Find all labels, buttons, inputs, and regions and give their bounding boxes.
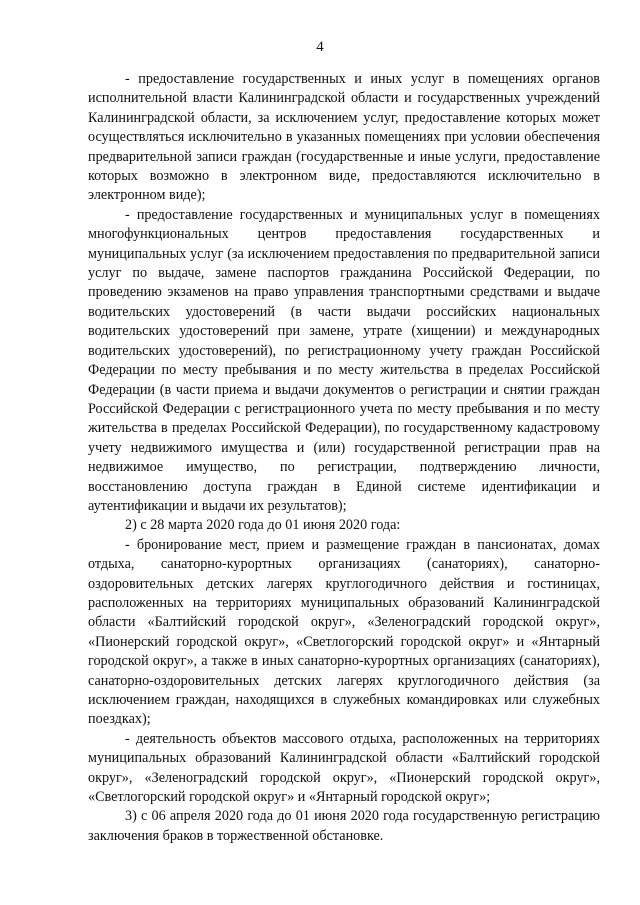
page-number: 4 [316, 39, 324, 55]
paragraph-mfc-services: - предоставление государственных и муниципальных услуг в помещениях многофункциональных центров предоставления государственных и муниципальных услуг (за исключением предоставления по предварительной записи услуг по выдаче, замене паспортов гражданина Российской Федерации, по проведению экзаменов на право управления транспортными средствами и выдаче водительских удостоверений (в части выдачи российских национальных водительских удостоверений при замене, утрате (хищении) и международных водительских удостоверений), по регистрационному учету граждан Российской Федерации по месту пребывания и по месту жительства в пределах Российской Федерации (в части приема и выдачи документов о регистрации и снятии граждан Российской Федерации с регистрационного учета по месту пребывания и по месту жительства в пределах Российской Федерации), по государственному кадастровому учету недвижимого имущества и (или) государственной регистрации прав на недвижимое имущество, по регистрации, подтверждению личности, восстановлению доступа граждан в Единой системе идентификации и аутентификации и выдачи их результатов); [88, 206, 600, 514]
paragraph-booking-accommodation: - бронирование мест, прием и размещение граждан в пансионатах, домах отдыха, санаторно-курортных организациях (санаториях), санаторно-оздоровительных детских лагерях круглогодичного действия и гостиницах, расположенных на территориях муниципальных образований Калининградской области «Балтийский городской округ», «Зеленоградский городской округ», «Пионерский городской округ», «Светлогорский городской округ» и «Янтарный городской округ», а также в иных санаторно-курортных организациях (санаториях), санаторно-оздоровительных детских лагерях круглогодичного действия (за исключением граждан, находящихся в служебных командировках или служебных поездках); [88, 536, 600, 728]
paragraph-item-3-marriage: 3) с 06 апреля 2020 года до 01 июня 2020 года государственную регистрацию заключения браков в торжественной обстановке. [88, 808, 600, 844]
paragraph-state-services: - предоставление государственных и иных услуг в помещениях органов исполнительной власти Калининградской области и государственных учреждений Калининградской области, за исключением услуг, предоставление которых может осуществляться исключительно в указанных помещениях при условии обеспечения предварительной записи граждан (государственные и иные услуги, предоставление которых возможно в электронном виде, предоставляются исключительно в электронном виде); [88, 71, 600, 204]
document-body [88, 70, 600, 846]
paragraph-item-2-heading: 2) с 28 марта 2020 года до 01 июня 2020 года: [125, 517, 401, 534]
paragraph-mass-recreation: - деятельность объектов массового отдыха, расположенных на территориях муниципальных образований Калининградской области «Балтийский городской округ», «Зеленоградский городской округ», «Пионерский городской округ», «Светлогорский городской округ» и «Янтарный городской округ»; [88, 730, 600, 806]
